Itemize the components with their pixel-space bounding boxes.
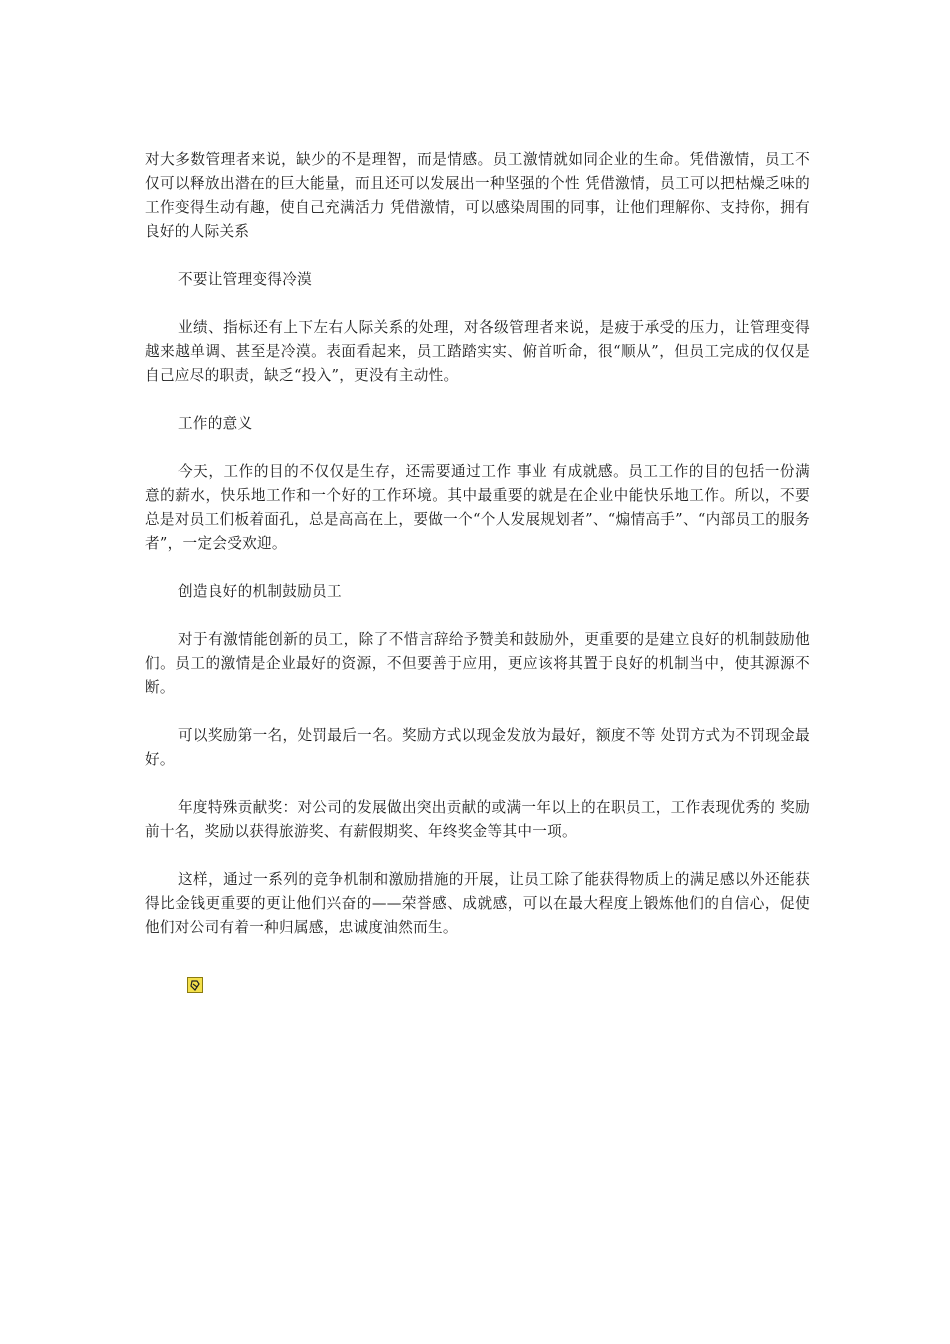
paragraph-reward-first: 可以奖励第一名，处罚最后一名。奖励方式以现金发放为最好，额度不等 处罚方式为不罚现金最好。	[145, 727, 810, 768]
paragraph-gap	[145, 244, 810, 268]
paragraph-gap	[145, 772, 810, 796]
paragraph-gap	[145, 388, 810, 412]
section-heading-work-meaning: 工作的意义	[178, 415, 253, 432]
broken-image-glyph	[188, 978, 202, 992]
paragraph-gap	[145, 844, 810, 868]
paragraph-conclusion: 这样，通过一系列的竞争机制和激励措施的开展，让员工除了能获得物质上的满足感以外还能获得比金钱更重要的更让他们兴奋的——荣誉感、成就感，可以在最大程度上锻炼他们的自信心，促使他们对公司有着一种归属感，忠诚度油然而生。	[145, 871, 810, 936]
broken-image-icon	[187, 977, 203, 993]
paragraph-gap	[145, 604, 810, 628]
paragraph-annual-award: 年度特殊贡献奖：对公司的发展做出突出贡献的或满一年以上的在职员工，工作表现优秀的 奖励前十名，奖励以获得旅游奖、有薪假期奖、年终奖金等其中一项。	[145, 799, 810, 840]
section-heading-cold-management: 不要让管理变得冷漠	[178, 271, 313, 288]
paragraph-intro: 对大多数管理者来说，缺少的不是理智，而是情感。员工激情就如同企业的生命。凭借激情，员工不仅可以释放出潜在的巨大能量，而且还可以发展出一种坚强的个性 凭借激情，员工可以把枯燥乏味的工作变得生动有趣，使自己充满活力 凭借激情，可以感染周围的同事，让他们理解你、支持你，拥有良好的人际关系	[145, 151, 810, 240]
document-body	[145, 148, 810, 940]
paragraph-gap	[145, 700, 810, 724]
paragraph-cold-management: 业绩、指标还有上下左右人际关系的处理，对各级管理者来说，是疲于承受的压力，让管理变得越来越单调、甚至是冷漠。表面看起来，员工踏踏实实、俯首听命，很“顺从”，但员工完成的仅仅是自己应尽的职责，缺乏“投入”，更没有主动性。	[145, 319, 810, 384]
paragraph-mechanism: 对于有激情能创新的员工，除了不惜言辞给予赞美和鼓励外，更重要的是建立良好的机制鼓励他们。员工的激情是企业最好的资源，不但要善于应用，更应该将其置于良好的机制当中，使其源源不断。	[145, 631, 810, 696]
section-heading-mechanism: 创造良好的机制鼓励员工	[178, 583, 342, 600]
paragraph-gap	[145, 436, 810, 460]
paragraph-gap	[145, 292, 810, 316]
paragraph-work-meaning: 今天，工作的目的不仅仅是生存，还需要通过工作 事业 有成就感。员工工作的目的包括一份满意的薪水，快乐地工作和一个好的工作环境。其中最重要的就是在企业中能快乐地工作。所以，不要总是对员工们板着面孔，总是高高在上，要做一个“个人发展规划者”、“煽情高手”、“内部员工的服务者”，一定会受欢迎。	[145, 463, 810, 552]
paragraph-gap	[145, 556, 810, 580]
